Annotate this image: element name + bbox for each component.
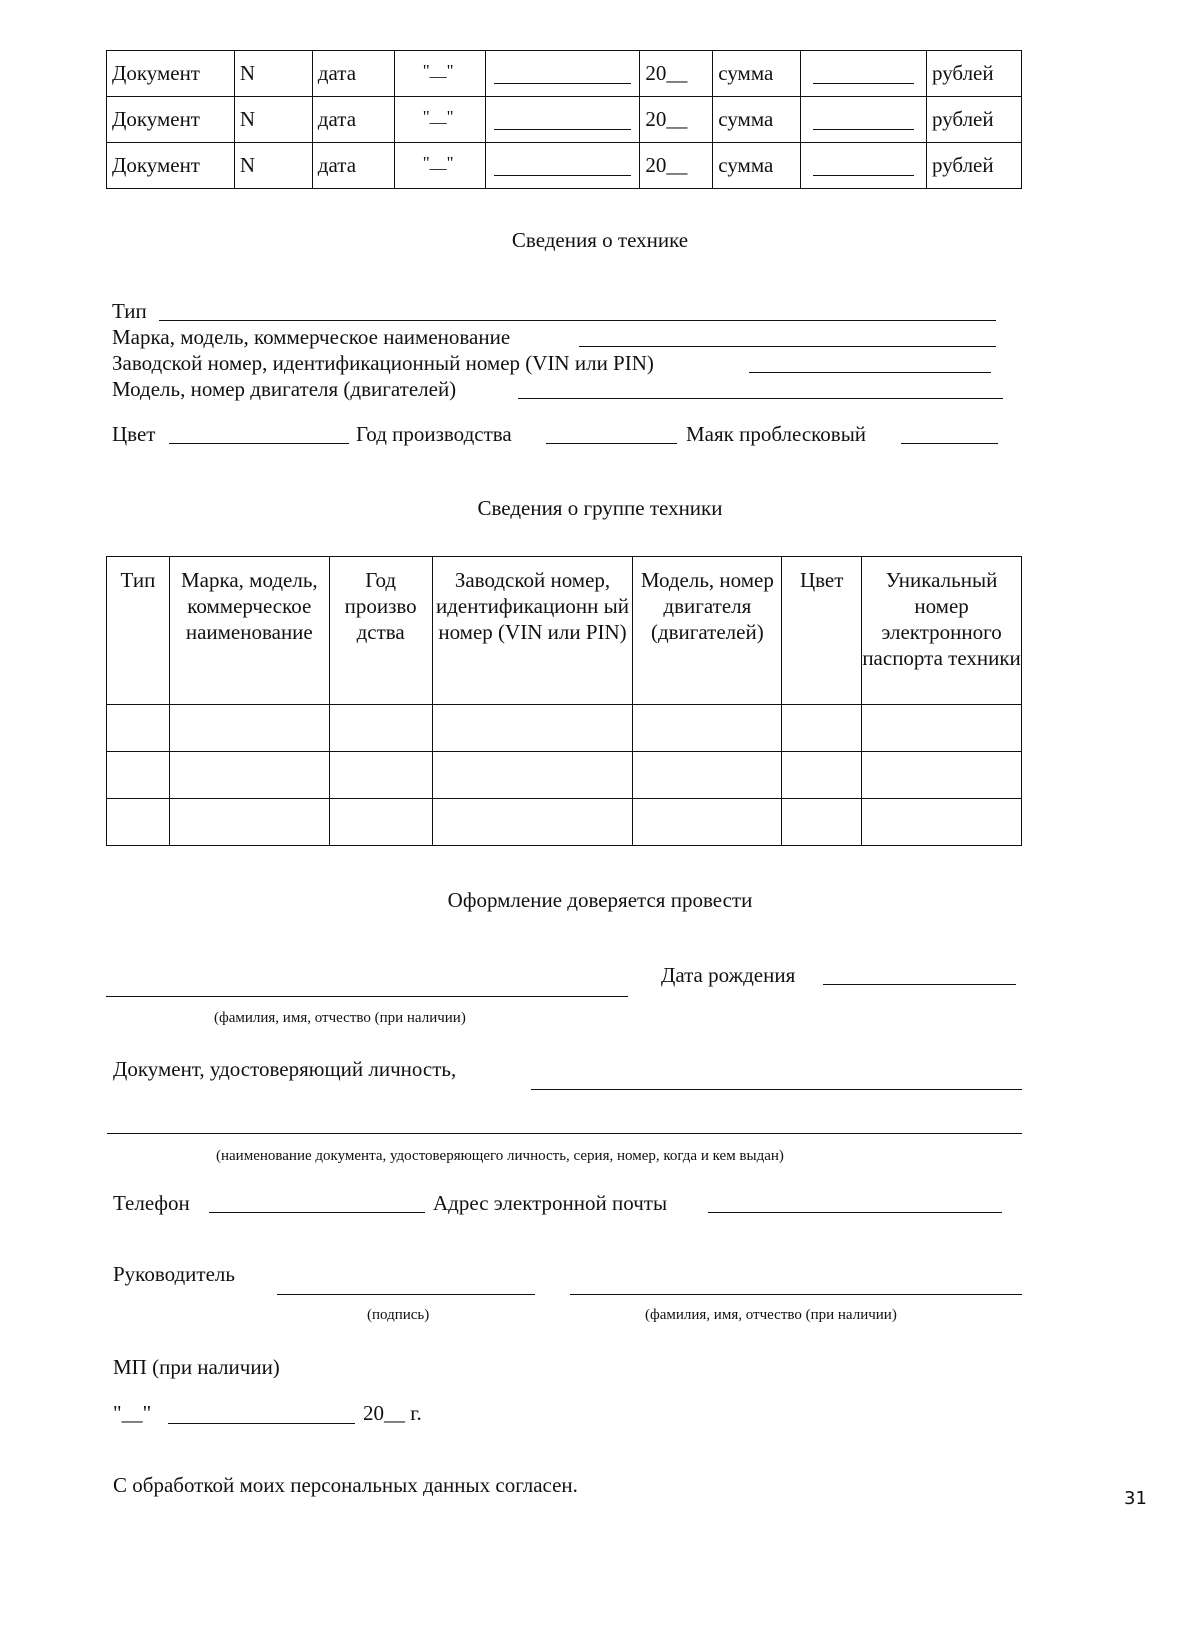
doc-cell-sum-field[interactable] [813,83,914,84]
doc-cell-label-text: Документ [112,107,200,131]
document-row [107,97,1022,143]
doc-cell-date-label [312,97,394,143]
doc-cell-label [107,51,235,97]
id-doc-field-2[interactable] [107,1133,1022,1134]
tech-beacon-label: Маяк проблесковый [686,422,867,446]
doc-cell-day-text: "__" [422,61,454,80]
group-table-cell[interactable] [633,752,782,799]
doc-cell-number [234,97,312,143]
tech-serial-label: Заводской номер, идентификационный номер (VIN или PIN) [112,351,654,375]
doc-cell-currency-text: рублей [931,61,994,85]
page-number: 31 [1124,1488,1147,1509]
group-table-row [107,799,1022,846]
doc-cell-number-text: N [239,153,256,177]
group-col-engine: Модель, номер двигателя (двигателей) [633,557,782,705]
tech-engine-field[interactable] [518,398,1003,399]
doc-cell-year-text: 20__ [645,61,688,85]
group-heading: Сведения о группе техники [477,496,723,520]
group-table-cell[interactable] [862,799,1022,846]
doc-cell-currency-text: рублей [931,107,994,131]
doc-cell-number [234,51,312,97]
stamp-label: МП (при наличии) [113,1355,280,1379]
document-table [106,50,1022,189]
group-table-cell[interactable] [432,799,633,846]
doc-cell-sum-label [713,143,801,189]
group-table-cell[interactable] [169,752,329,799]
tech-year-label: Год производства [356,422,512,446]
group-table-cell[interactable] [107,752,170,799]
doc-cell-day [394,143,485,189]
group-table-cell[interactable] [782,705,862,752]
doc-cell-sum-field[interactable] [813,175,914,176]
sign-caption: (подпись) [367,1307,430,1323]
doc-cell-label [107,143,235,189]
doc-cell-date-label [312,51,394,97]
tech-serial-field[interactable] [749,372,991,373]
doc-cell-date-label-text: дата [317,61,357,85]
email-field[interactable] [708,1212,1002,1213]
trust-heading: Оформление доверяется провести [447,888,753,912]
doc-cell-month[interactable] [485,51,640,97]
doc-cell-year [640,51,713,97]
group-table-cell[interactable] [432,752,633,799]
group-col-year: Год произво дства [329,557,432,705]
doc-cell-year-text: 20__ [645,153,688,177]
phone-field[interactable] [209,1212,425,1213]
tech-type-field[interactable] [159,320,996,321]
doc-cell-year [640,143,713,189]
doc-cell-year-text: 20__ [645,107,688,131]
doc-cell-sum-label-text: сумма [718,61,774,85]
doc-cell-date-label-text: дата [317,107,357,131]
doc-cell-sum-label [713,97,801,143]
doc-cell-sum[interactable] [801,97,927,143]
doc-cell-date-label-text: дата [317,153,357,177]
doc-cell-day [394,97,485,143]
group-table-cell[interactable] [782,799,862,846]
group-col-type: Тип [107,557,170,705]
tech-beacon-field[interactable] [901,443,998,444]
group-table-cell[interactable] [633,705,782,752]
id-doc-field[interactable] [531,1089,1022,1090]
tech-type-label: Тип [112,299,147,323]
group-table-header-row [107,557,1022,705]
doc-cell-sum-field[interactable] [813,129,914,130]
date-year: 20__ г. [363,1401,422,1425]
doc-cell-month-field[interactable] [494,129,632,130]
doc-cell-month[interactable] [485,97,640,143]
doc-cell-day-text: "__" [422,107,454,126]
group-table-cell[interactable] [169,799,329,846]
head-label: Руководитель [113,1262,235,1286]
doc-cell-day-text: "__" [422,153,454,172]
group-table-cell[interactable] [329,799,432,846]
doc-cell-sum[interactable] [801,143,927,189]
doc-cell-number [234,143,312,189]
doc-cell-currency [926,97,1021,143]
group-table-row [107,752,1022,799]
group-table-cell[interactable] [329,705,432,752]
tech-color-label: Цвет [112,422,156,446]
date-quote: "__" [113,1401,152,1425]
tech-color-field[interactable] [169,443,349,444]
group-table-cell[interactable] [107,799,170,846]
group-table-cell[interactable] [862,752,1022,799]
doc-cell-currency [926,143,1021,189]
doc-cell-sum-label-text: сумма [718,107,774,131]
group-table-cell[interactable] [862,705,1022,752]
group-table-cell[interactable] [329,752,432,799]
doc-cell-label-text: Документ [112,61,200,85]
id-doc-label: Документ, удостоверяющий личность, [113,1057,457,1081]
tech-engine-label: Модель, номер двигателя (двигателей) [112,377,457,401]
doc-cell-month-field[interactable] [494,175,632,176]
birth-date-label: Дата рождения [661,963,796,987]
doc-cell-currency-text: рублей [931,153,994,177]
group-table-row [107,705,1022,752]
group-col-serial: Заводской номер, идентификационн ый номер (VIN или PIN) [432,557,633,705]
group-table-cell[interactable] [633,799,782,846]
group-col-color: Цвет [782,557,862,705]
trust-fio-field[interactable] [106,996,628,997]
doc-cell-month-field[interactable] [494,83,632,84]
trust-fio-caption: (фамилия, имя, отчество (при наличии) [214,1010,466,1026]
doc-cell-currency [926,51,1021,97]
head-signature-field[interactable] [277,1294,535,1295]
tech-brand-label: Марка, модель, коммерческое наименование [112,325,511,349]
head-fio-caption: (фамилия, имя, отчество (при наличии) [645,1307,897,1323]
doc-cell-label [107,97,235,143]
doc-cell-date-label [312,143,394,189]
consent-text: С обработкой моих персональных данных согласен. [113,1473,578,1497]
phone-label: Телефон [113,1191,190,1215]
group-col-passport: Уникальный номер электронного паспорта техники [862,557,1022,705]
id-doc-caption: (наименование документа, удостоверяющего личность, серия, номер, когда и кем выдан) [216,1148,784,1164]
doc-cell-sum[interactable] [801,51,927,97]
doc-cell-sum-label-text: сумма [718,153,774,177]
doc-cell-day [394,51,485,97]
date-month-field[interactable] [168,1423,355,1424]
doc-cell-sum-label [713,51,801,97]
document-row [107,143,1022,189]
head-fio-field[interactable] [570,1294,1022,1295]
email-label: Адрес электронной почты [433,1191,668,1215]
tech-brand-field[interactable] [579,346,996,347]
tech-year-field[interactable] [546,443,677,444]
doc-cell-number-text: N [239,107,256,131]
group-table [106,556,1022,846]
group-table-cell[interactable] [107,705,170,752]
doc-cell-year [640,97,713,143]
group-table-cell[interactable] [782,752,862,799]
document-row [107,51,1022,97]
doc-cell-number-text: N [239,61,256,85]
doc-cell-label-text: Документ [112,153,200,177]
doc-cell-month[interactable] [485,143,640,189]
group-col-brand: Марка, модель, коммерческое наименование [169,557,329,705]
group-table-cell[interactable] [432,705,633,752]
tech-heading: Сведения о технике [511,228,689,252]
birth-date-field[interactable] [823,984,1016,985]
group-table-cell[interactable] [169,705,329,752]
